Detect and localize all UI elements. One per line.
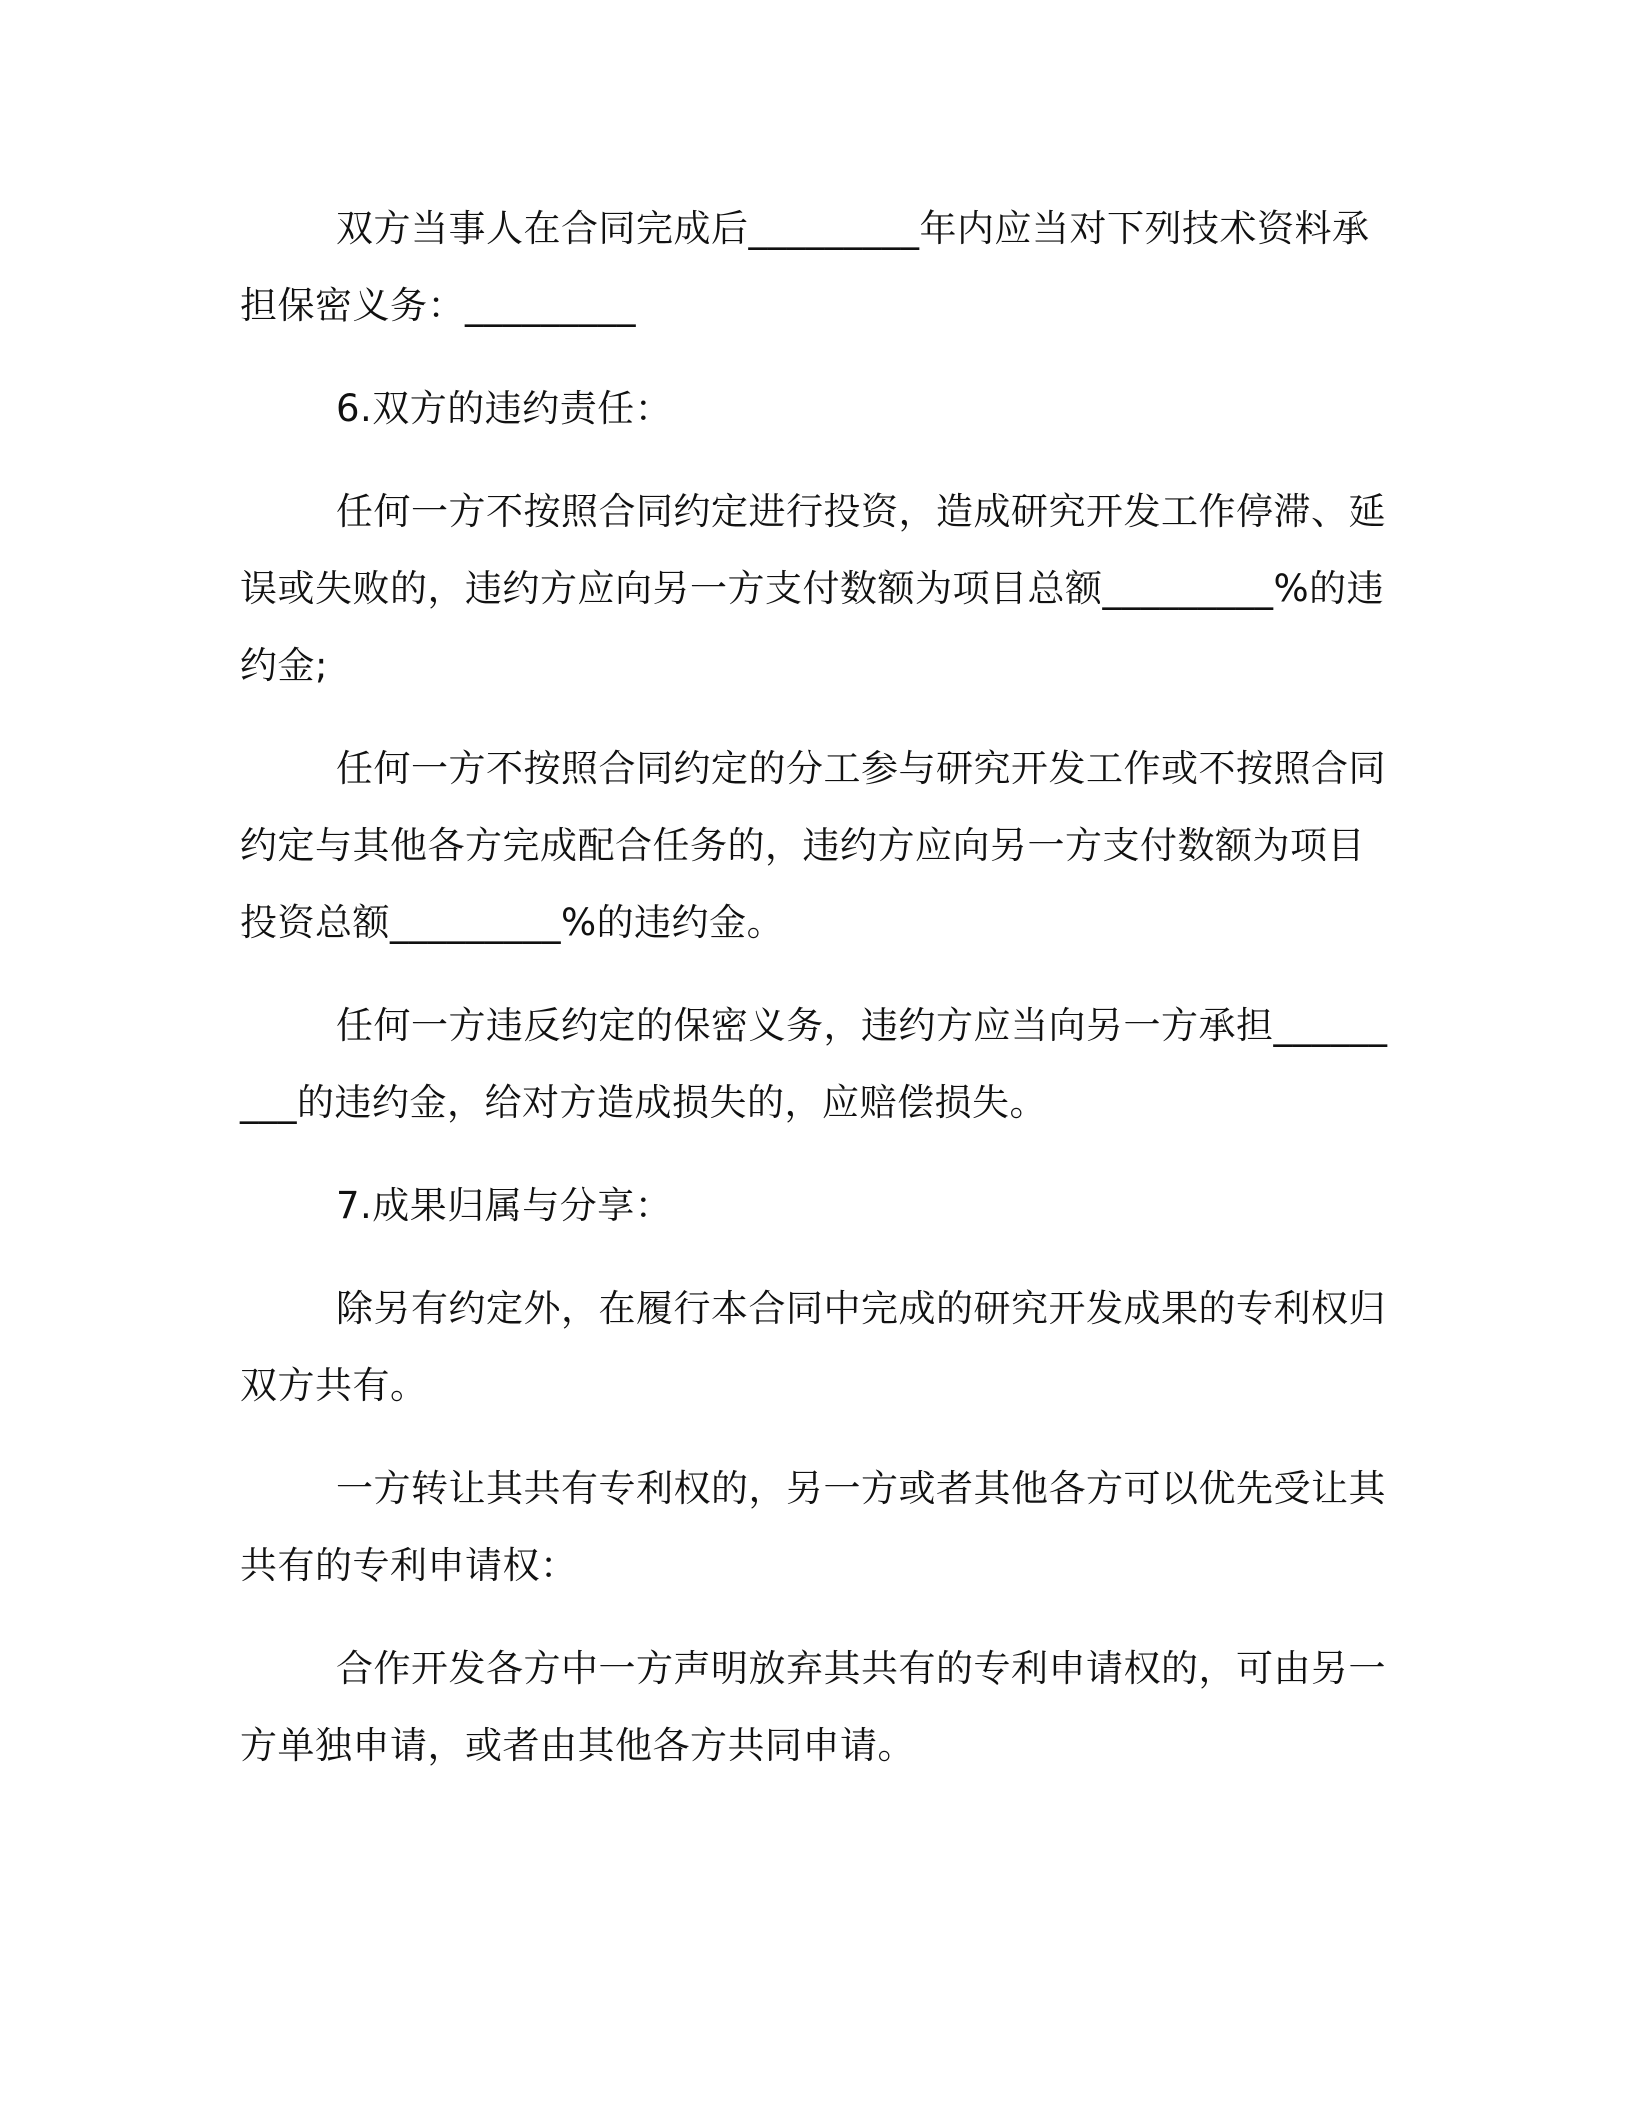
patent-transfer-paragraph: 一方转让其共有专利权的，另一方或者其他各方可以优先受让其共有的专利申请权：	[240, 1467, 1386, 1587]
section-heading-results: 7.成果归属与分享：	[336, 1184, 673, 1227]
patent-ownership-paragraph: 除另有约定外，在履行本合同中完成的研究开发成果的专利权归双方共有。	[240, 1287, 1386, 1407]
section-heading-liability: 6.双方的违约责任：	[336, 387, 673, 430]
confidentiality-paragraph: 双方当事人在合同完成后_________年内应当对下列技术资料承担保密义务：_________	[240, 207, 1370, 327]
cooperation-breach-paragraph: 任何一方不按照合同约定的分工参与研究开发工作或不按照合同约定与其他各方完成配合任务的，违约方应向另一方支付数额为项目投资总额_________%的违约金。	[240, 747, 1386, 944]
confidentiality-breach-paragraph: 任何一方违反约定的保密义务，违约方应当向另一方承担_________的违约金，给对方造成损失的，应赔偿损失。	[240, 1004, 1388, 1124]
patent-waiver-paragraph: 合作开发各方中一方声明放弃其共有的专利申请权的，可由另一方单独申请，或者由其他各方共同申请。	[240, 1647, 1386, 1767]
document-body	[240, 190, 1390, 1810]
investment-breach-paragraph: 任何一方不按照合同约定进行投资，造成研究开发工作停滞、延误或失败的，违约方应向另一方支付数额为项目总额_________%的违约金;	[240, 490, 1386, 687]
